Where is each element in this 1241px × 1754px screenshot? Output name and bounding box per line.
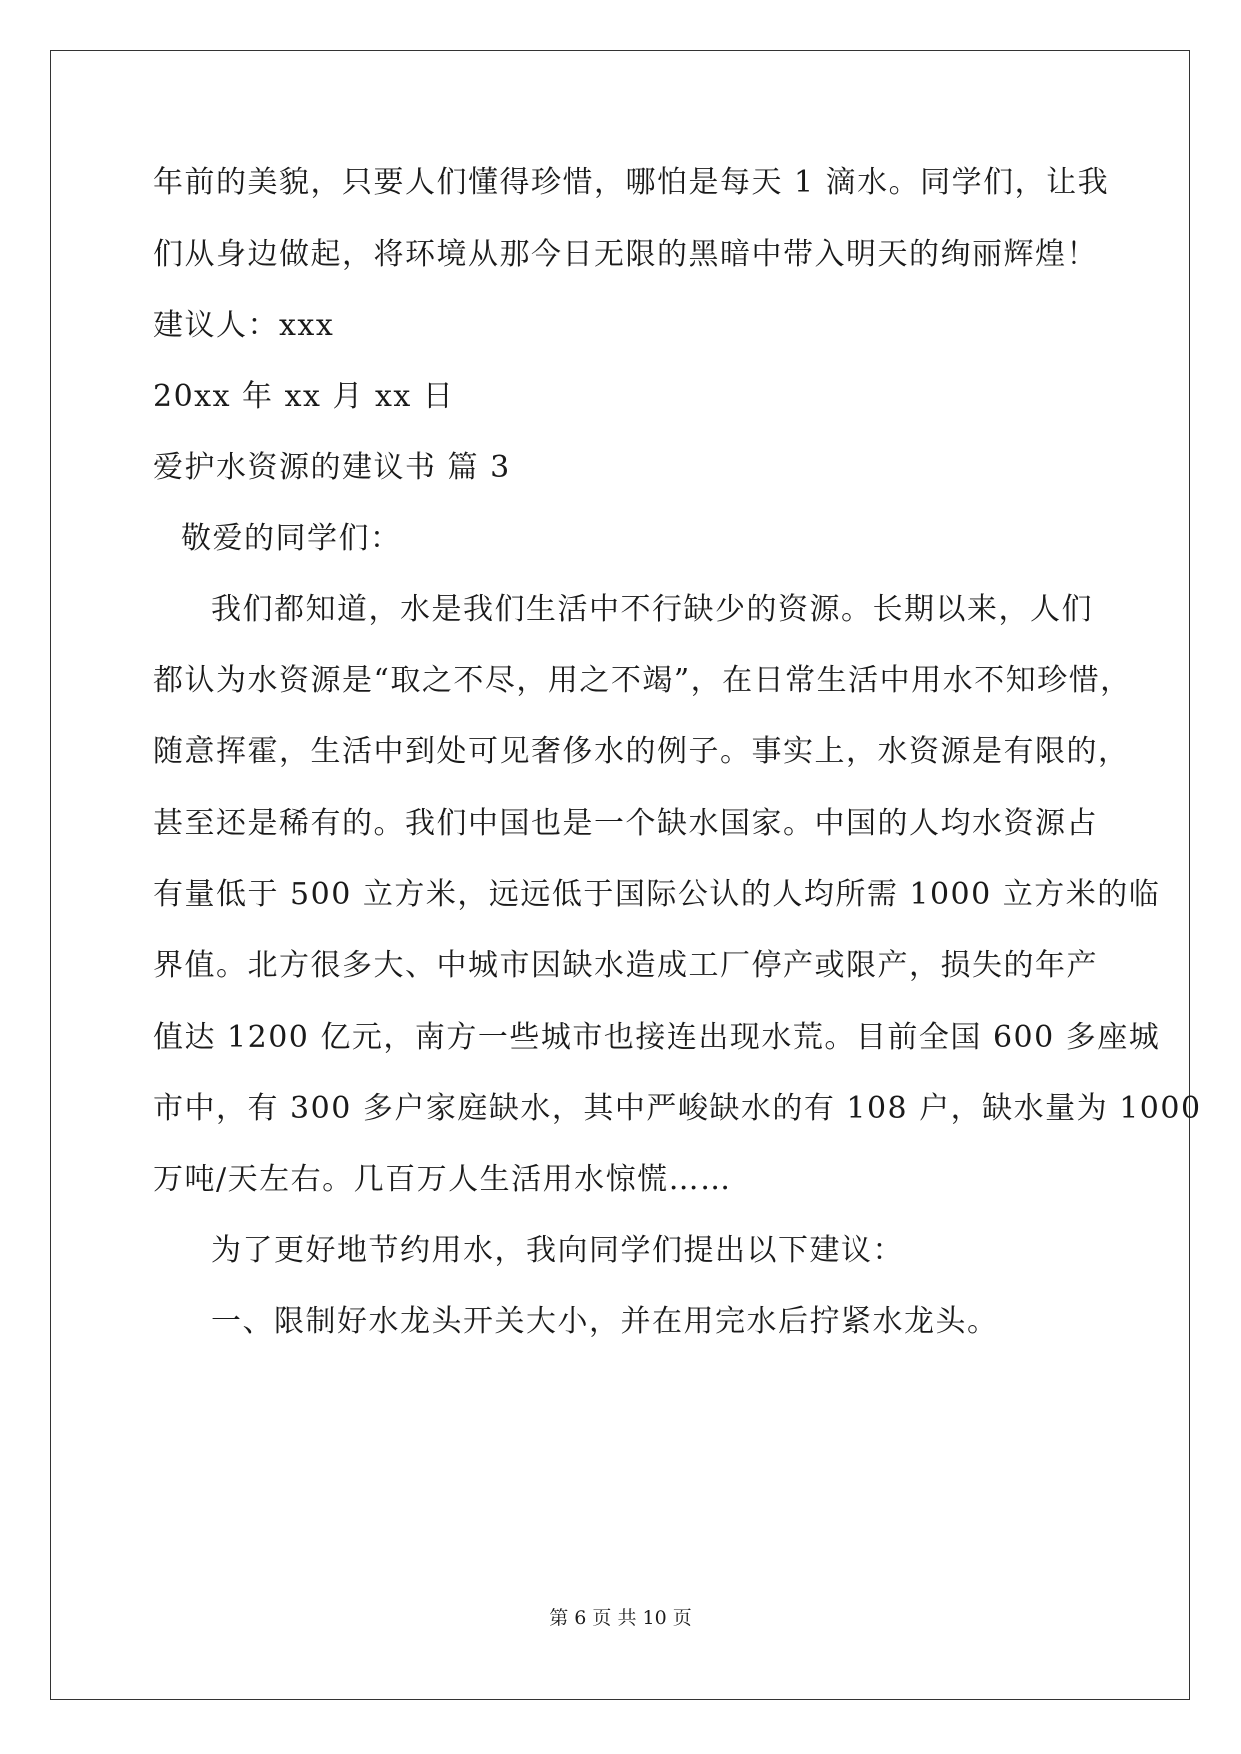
page-footer: 第 6 页 共 10 页	[549, 1607, 692, 1629]
paragraph-line: 都认为水资源是“取之不尽，用之不竭”，在日常生活中用水不知珍惜，	[153, 663, 1132, 698]
section-title: 爱护水资源的建议书 篇 3	[153, 450, 511, 485]
paragraph-line: 们从身边做起，将环境从那今日无限的黑暗中带入明天的绚丽辉煌！	[153, 237, 1098, 272]
paragraph-line: 有量低于 500 立方米，远远低于国际公认的人均所需 1000 立方米的临	[153, 877, 1161, 912]
paragraph-line: 甚至还是稀有的。我们中国也是一个缺水国家。中国的人均水资源占	[153, 806, 1098, 841]
paragraph-line: 我们都知道，水是我们生活中不行缺少的资源。长期以来，人们	[211, 592, 1093, 627]
paragraph-line: 万吨/天左右。几百万人生活用水惊慌……	[153, 1162, 732, 1197]
paragraph-line: 值达 1200 亿元，南方一些城市也接连出现水荒。目前全国 600 多座城	[153, 1020, 1161, 1055]
paragraph-line: 界值。北方很多大、中城市因缺水造成工厂停产或限产，损失的年产	[153, 948, 1098, 983]
salutation: 敬爱的同学们：	[181, 521, 402, 556]
date-line: 20xx 年 xx 月 xx 日	[153, 379, 455, 414]
paragraph-line: 年前的美貌，只要人们懂得珍惜，哪怕是每天 1 滴水。同学们，让我	[153, 165, 1110, 200]
paragraph-line: 一、限制好水龙头开关大小，并在用完水后拧紧水龙头。	[211, 1304, 999, 1339]
paragraph-line: 随意挥霍，生活中到处可见奢侈水的例子。事实上，水资源是有限的，	[153, 734, 1130, 769]
paragraph-line: 为了更好地节约用水，我向同学们提出以下建议：	[211, 1233, 904, 1268]
paragraph-line: 市中，有 300 多户家庭缺水，其中严峻缺水的有 108 户，缺水量为 1000	[153, 1091, 1202, 1126]
signature-line: 建议人：xxx	[153, 308, 335, 343]
